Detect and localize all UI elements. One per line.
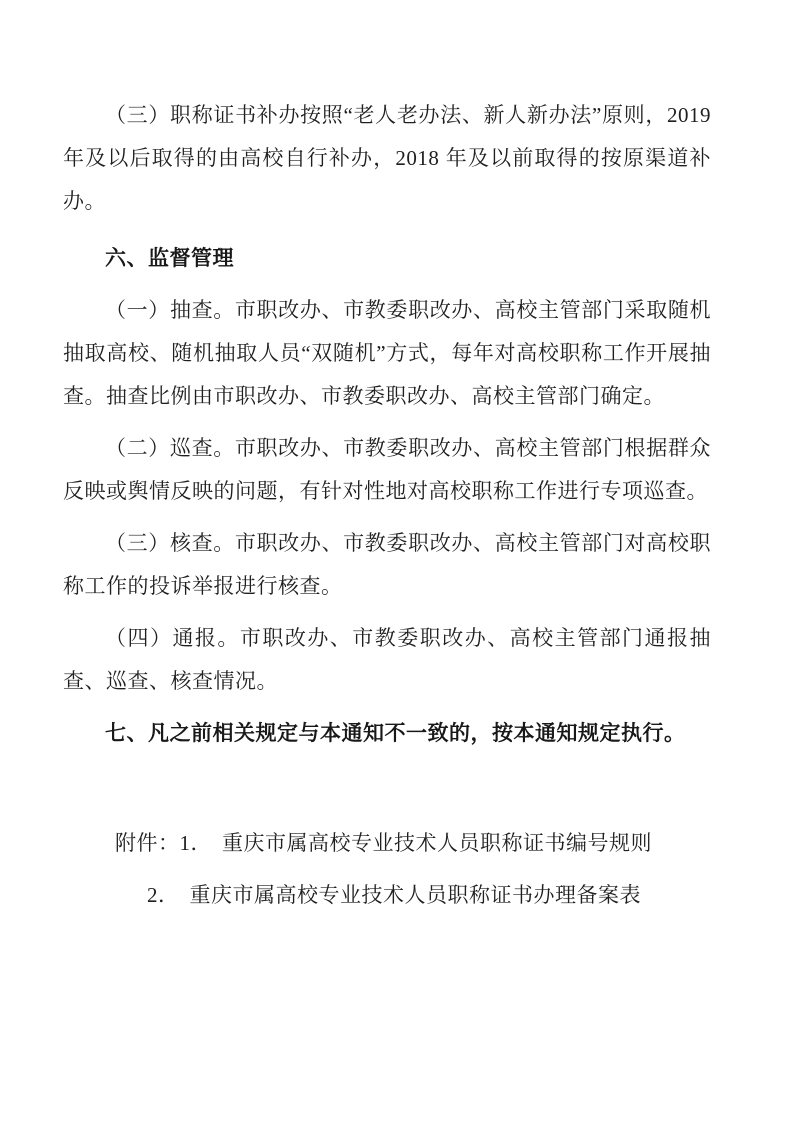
attachments-block [63,822,711,917]
section-heading-supervision: 六、监督管理 [105,247,234,270]
attachment-1-number: 1． [179,831,212,855]
paragraph-certificate-reissue: （三）职称证书补办按照“老人老办法、新人新办法”原则，2019 年及以后取得的由高校自行补办，2018 年及以前取得的按原渠道补办。 [63,103,711,213]
section-heading-final-provision: 七、凡之前相关规定与本通知不一致的，按本通知规定执行。 [105,722,686,745]
paragraph-patrol-inspection: （二）巡查。市职改办、市教委职改办、高校主管部门根据群众反映或舆情反映的问题，有针对性地对高校职称工作进行专项巡查。 [63,436,711,503]
paragraph-spot-check: （一）抽查。市职改办、市教委职改办、高校主管部门采取随机抽取高校、随机抽取人员“双随机”方式，每年对高校职称工作开展抽查。抽查比例由市职改办、市教委职改办、高校主管部门确定。 [63,298,711,408]
paragraph-notification: （四）通报。市职改办、市教委职改办、高校主管部门通报抽查、巡查、核查情况。 [63,626,711,693]
attachment-2-number: 2． [147,883,180,907]
attachment-1-title: 重庆市属高校专业技术人员职称证书编号规则 [222,831,652,855]
attachment-item-2 [63,874,711,917]
attachment-item-1 [63,822,711,865]
attachments-label: 附件： [115,831,180,855]
attachment-2-title: 重庆市属高校专业技术人员职称证书办理备案表 [189,883,641,907]
paragraph-verification: （三）核查。市职改办、市教委职改办、高校主管部门对高校职称工作的投诉举报进行核查。 [63,531,711,598]
